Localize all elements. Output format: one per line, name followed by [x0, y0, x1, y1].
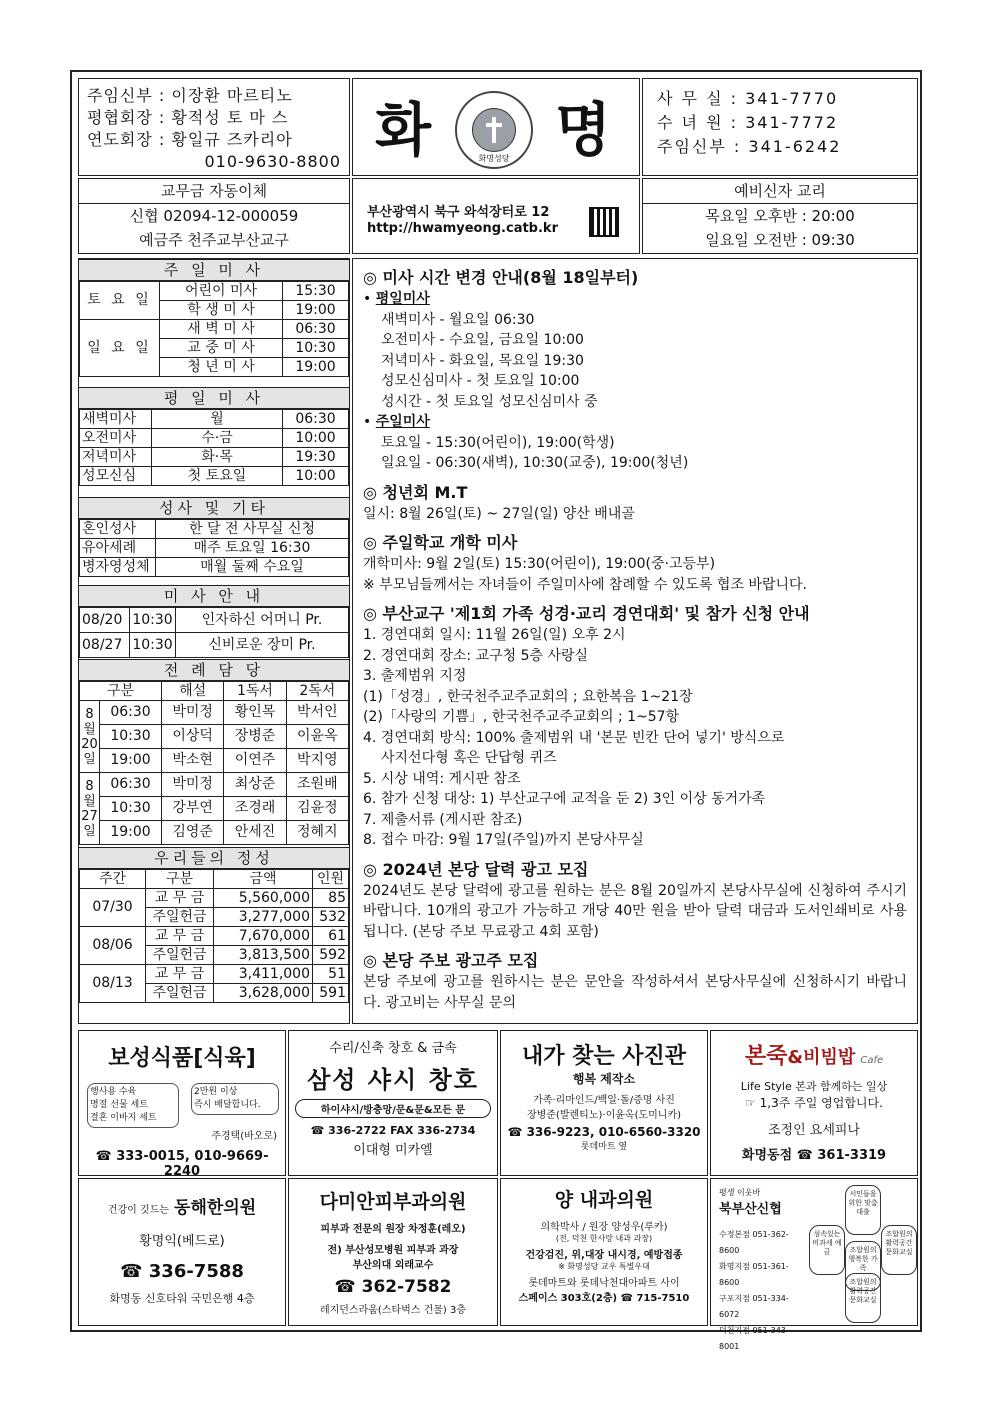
address-box [352, 178, 640, 254]
staff-line: 평협회장 : 황적성 토 마 스 [87, 108, 289, 127]
catechumen-line: 일요일 오전반 : 09:30 [705, 231, 855, 249]
notice-title: ◎ 주일학교 개학 미사 [363, 533, 518, 552]
header-contact-box [642, 78, 918, 176]
notice-title: ◎ 본당 주보 광고주 모집 [363, 951, 539, 970]
ad-samsung-sash[interactable]: 수리/신축 창호 & 금속 삼성 샤시 창호 하이샤시/방충망/문&문&모든 문 ☎ 336-2722 FAX 336-2734 이대형 미카엘 [288, 1030, 498, 1176]
notice-title: ◎ 청년회 M.T [363, 482, 468, 502]
weekday-mass-table: 새벽미사 월 06:30 오전미사 수·금 10:00 저녁미사 화·목 19:30 성모신심 첫 토요일 10:00 [79, 409, 349, 486]
liturgy-table: 구분 해설 1독서 2독서 8월20일 06:30 박미정 황인목 박서인 10:30 이상덕 장병준 이윤옥 19:00 박소현 이연주 박지영 8월27일 06:30 박미정 최상준 조원배 10:30 강부연 조경래 김윤정 19:00 김영준 안세진 정혜지 [79, 681, 349, 845]
notice-sublabel: 평일미사 [375, 291, 430, 307]
sacraments-title: 성사 및 기타 [79, 497, 349, 519]
mass-guide-table: 08/20 10:30 인자하신 어머니 Pr. 08/27 10:30 신비로운 장미 Pr. [79, 607, 349, 658]
notice-title: ◎ 2024년 본당 달력 광고 모집 [363, 859, 589, 879]
offering-table: 주간 구분 금액 인원 07/30 교 무 금 5,560,000 85 주일헌금 3,277,000 532 08/06 교 무 금 7,670,000 61 주일헌금 3,813,500 592 08/13 교 무 금 3,411,000 51 주일헌금 3,628,000 591 [79, 869, 349, 1003]
qr-code-icon[interactable] [589, 207, 619, 237]
sacraments-table: 혼인성사 한 달 전 사무실 신청 유아세례 매주 토요일 16:30 병자영성체 매월 둘째 수요일 [79, 519, 349, 577]
staff-phone: 010-9630-8800 [204, 152, 341, 171]
weekday-mass-title: 평 일 미 사 [79, 387, 349, 409]
church-address: 부산광역시 북구 와석장터로 12 [367, 205, 550, 220]
notice-title: ◎ 부산교구 '제1회 가족 성경·교리 경연대회' 및 참가 신청 안내 [363, 604, 810, 623]
offering-title: 우리들의 정성 [79, 847, 349, 869]
notice-title: ◎ 미사 시간 변경 안내(8월 18일부터) [363, 268, 639, 287]
contact-line: 사 무 실 : 341-7770 [657, 89, 839, 108]
notices-column: ◎ 미사 시간 변경 안내(8월 18일부터) • 평일미사 새벽미사 - 월요일 06:30 오전미사 - 수요일, 금요일 10:00 저녁미사 - 화요일, 목요일 19:30 성모신심미사 - 첫 토요일 10:00 성시간 - 첫 토요일 성모신심미사 중 • 주일미사 토요일 - 15:30(어린이), 19:00(학생) 일요일 - 06:30(새벽), 10:30(교중), 19:00(청년) ◎ 청년회 M.T 일시: 8월 26일(토) ~ 27일(일) 양산 배내골 ◎ 주일학교 개학 미사 개학미사: 9월 2일(토) 15:30(어린이), 19:00(중·고등부) ※ 부모님들께서는 자녀들이 주일미사에 참례할 수 있도록 협조 바랍니다. ◎ 부산교구 '제1회 가족 성경·교리 경연대회' 및 참가 신청 안내 1. 경연대회 일시: 11월 26일(일) 오후 2시 2. 경연대회 장소: 교구청 5층 사랑실 3. 출제범위 지정 (1)「성경」, 한국천주교주교회의 ; 요한복음 1~21장 (2)「사랑의 기쁨」, 한국천주교주교회의 ; 1~57항 4. 경연대회 방식: 100% 출제범위 내 '본문 빈칸 단어 넣기' 방식으로 사지선다형 혹은 단답형 퀴즈 5. 시상 내역: 게시판 참조 6. 참가 신청 대상: 1) 부산교구에 교적을 둔 2) 3인 이상 동거가족 7. 제출서류 (게시판 참조) 8. 접수 마감: 9월 17일(주일)까지 본당사무실 ◎ 2024년 본당 달력 광고 모집 2024년도 본당 달력에 광고를 원하는 분은 8월 20일까지 본당사무실에 신청하여 주시기 바랍니다. 10개의 광고가 가능하고 개당 40만 원을 받아 달력 대금과 도서인쇄비로 사용됩니다. (본당 주보 무료광고 4회 포함) ◎ 본당 주보 광고주 모집 본당 주보에 광고를 원하시는 분은 문안을 작성하셔서 본당사무실에 신청하시기 바랍니다. 광고비는 사무실 문의 [352, 258, 918, 1024]
donation-box [78, 178, 350, 254]
schedule-column [78, 258, 350, 1024]
donation-line: 신협 02094-12-000059 [129, 207, 299, 225]
ad-yang-clinic[interactable]: 양 내과의원 의학박사 / 원장 양성우(루카) (전, 덕천 한사랑 내과 과장) 건강검진, 위,대장 내시경, 예방접종 ※ 화명성당 교우 특별우대 롯데마트와 롯데낙천대아파트 사이 스페이스 303호(2층) ☎ 715-7510 [500, 1178, 708, 1326]
liturgy-title: 전 례 담 당 [79, 659, 349, 681]
ad-bukbusan-credit[interactable]: 평생 이웃바 북부산신협 수정본점 051-362-8600 화명지점 051-361-8600 구포지점 051-334-6072 덕천지점 051-343-8001 서민들을 위한 맞춤대출 섬속있는 비과세 예금 조합원의 활력공간 문화교실 조합원의 행복한 가족 조합원의 활력공간 문화교실 [710, 1178, 918, 1326]
bulletin-page [70, 70, 922, 1351]
staff-line: 연도회장 : 황일규 즈카리아 [87, 130, 293, 149]
ad-bonjuk[interactable]: 본죽&비빔밥 Cafe Life Style 본과 함께하는 일상 ☞ 1,3주 주일 영업합니다. 조정인 요세피나 화명동점 ☎ 361-3319 [710, 1030, 918, 1176]
donation-line: 예금주 천주교부산교구 [139, 231, 289, 249]
ad-donghae-clinic[interactable]: 건강이 깃드는 동해한의원 황명익(베드로) ☎ 336-7588 화명동 신호타워 국민은행 4층 [78, 1178, 286, 1326]
header-staff-box [78, 78, 350, 176]
catechumen-box [642, 178, 918, 254]
contact-line: 수 녀 원 : 341-7772 [657, 113, 839, 132]
staff-line: 주임신부 : 이장환 마르티노 [87, 86, 293, 105]
church-logo [455, 91, 533, 169]
header-title-box [352, 78, 640, 176]
title-char-right: 명 [555, 96, 612, 164]
logo-sub: 화명성당 [478, 154, 510, 163]
notice-sublabel: 주일미사 [375, 414, 430, 430]
catechumen-title: 예비신자 교리 [643, 179, 917, 204]
title-char-left: 화 [375, 96, 432, 164]
catechumen-line: 목요일 오후반 : 20:00 [705, 207, 855, 225]
church-url[interactable]: http://hwamyeong.catb.kr [367, 221, 558, 236]
sunday-mass-table: 토 요 일 어린이 미사 15:30 학 생 미 사 19:00 일 요 일 새 벽 미 사 06:30 교 중 미 사 10:30 청 년 미 사 19:00 [79, 281, 349, 377]
sunday-mass-title: 주 일 미 사 [79, 259, 349, 281]
contact-line: 주임신부 : 341-6242 [657, 137, 842, 156]
ad-boseong-food[interactable]: 보성식품[식육] 행사용 수육 명절 선물 세트 결혼 이바지 세트 2만원 이상 즉시 배달합니다. 주경택(바오로) ☎ 333-0015, 010-9669-2240 [78, 1030, 286, 1176]
ad-damian-derm[interactable]: 다미안피부과의원 피부과 전문의 원장 차정훈(레오) 전) 부산성모병원 피부과 과장 부산의대 외래교수 ☎ 362-7582 레지던스라움(스타벅스 건물) 3층 [288, 1178, 498, 1326]
mass-guide-title: 미 사 안 내 [79, 585, 349, 607]
ad-photo-studio[interactable]: 내가 찾는 사진관 행복 제작소 가족·리마인드/백일·돌/증명 사진 장병준(발렌티노)·이윤옥(도미니카) ☎ 336-9223, 010-6560-3320 롯데마트 옆 [500, 1030, 708, 1176]
donation-title: 교무금 자동이체 [79, 179, 349, 204]
